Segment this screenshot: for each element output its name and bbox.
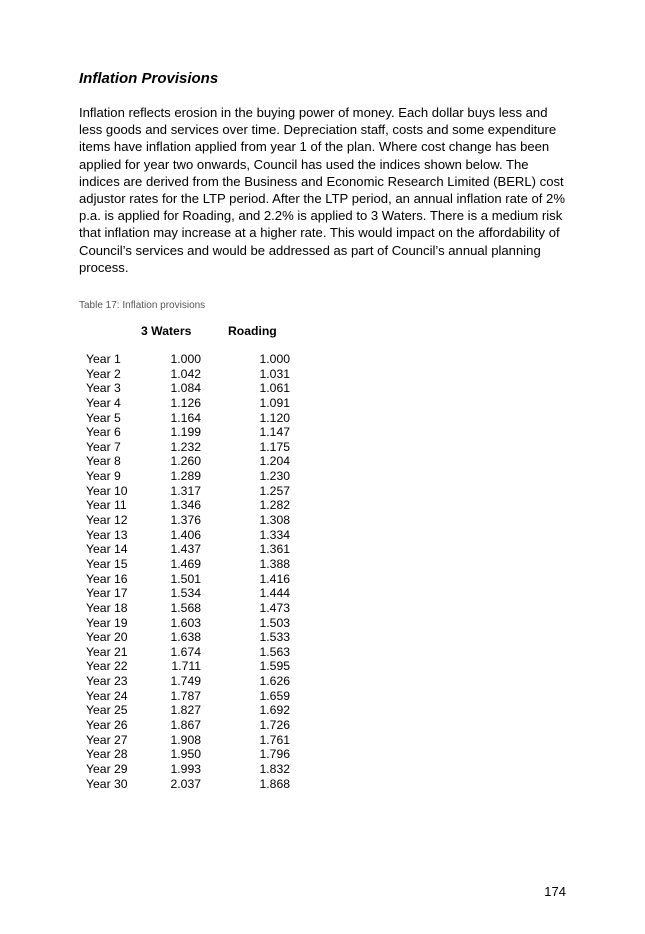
roading-cell: 1.659 — [259, 688, 290, 703]
roading-cell: 1.761 — [259, 732, 290, 747]
waters-cell: 1.787 — [170, 688, 201, 703]
waters-cell: 1.993 — [170, 761, 201, 776]
table-row — [86, 616, 296, 631]
roading-cell: 1.595 — [259, 659, 290, 674]
roading-cell: 1.726 — [259, 718, 290, 733]
table-row — [86, 469, 296, 484]
table-row — [86, 498, 296, 513]
roading-cell: 1.175 — [259, 439, 290, 454]
waters-cell: 1.603 — [170, 615, 201, 630]
year-cell: Year 2 — [86, 366, 121, 381]
table-row — [86, 513, 296, 528]
year-cell: Year 15 — [86, 556, 128, 571]
table-row — [86, 572, 296, 587]
roading-cell: 1.533 — [259, 630, 290, 645]
table-caption: Table 17: Inflation provisions — [79, 300, 206, 311]
year-cell: Year 22 — [86, 659, 128, 674]
table-row — [86, 674, 296, 689]
roading-cell: 1.257 — [259, 483, 290, 498]
year-cell: Year 7 — [86, 439, 121, 454]
table-row — [86, 411, 296, 426]
year-cell: Year 25 — [86, 703, 128, 718]
year-cell: Year 4 — [86, 395, 121, 410]
waters-cell: 1.908 — [170, 732, 201, 747]
year-cell: Year 20 — [86, 630, 128, 645]
table-row — [86, 367, 296, 382]
year-cell: Year 5 — [86, 410, 121, 425]
waters-cell: 1.827 — [170, 703, 201, 718]
waters-cell: 1.346 — [170, 498, 201, 513]
roading-cell: 1.388 — [259, 556, 290, 571]
roading-cell: 1.444 — [259, 586, 290, 601]
roading-cell: 1.503 — [259, 615, 290, 630]
roading-cell: 1.416 — [259, 571, 290, 586]
table-row — [86, 528, 296, 543]
roading-cell: 1.361 — [259, 542, 290, 557]
waters-cell: 1.084 — [170, 381, 201, 396]
roading-cell: 1.692 — [259, 703, 290, 718]
table-row — [86, 586, 296, 601]
year-cell: Year 29 — [86, 761, 128, 776]
roading-cell: 1.563 — [259, 644, 290, 659]
waters-cell: 1.501 — [170, 571, 201, 586]
waters-cell: 1.376 — [170, 513, 201, 528]
roading-cell: 1.204 — [259, 454, 290, 469]
year-cell: Year 26 — [86, 718, 128, 733]
waters-cell: 1.199 — [170, 425, 201, 440]
page-number: 174 — [544, 884, 566, 899]
year-cell: Year 19 — [86, 615, 128, 630]
year-cell: Year 13 — [86, 527, 128, 542]
waters-cell: 1.568 — [170, 600, 201, 615]
roading-cell: 1.796 — [259, 747, 290, 762]
waters-cell: 1.260 — [170, 454, 201, 469]
year-cell: Year 9 — [86, 469, 121, 484]
year-cell: Year 18 — [86, 600, 128, 615]
column-header-3-waters: 3 Waters — [141, 324, 192, 338]
year-cell: Year 30 — [86, 776, 128, 791]
roading-cell: 1.626 — [259, 674, 290, 689]
year-cell: Year 27 — [86, 732, 128, 747]
section-heading: Inflation Provisions — [79, 70, 219, 87]
table-row — [86, 542, 296, 557]
waters-cell: 2.037 — [170, 776, 201, 791]
waters-cell: 1.317 — [170, 483, 201, 498]
waters-cell: 1.749 — [170, 674, 201, 689]
table-row — [86, 630, 296, 645]
year-cell: Year 10 — [86, 483, 128, 498]
roading-cell: 1.061 — [259, 381, 290, 396]
inflation-paragraph: Inflation reflects erosion in the buying power of money. Each dollar buys less and less goods and services over time. Depreciation staff, costs and some expenditure items have inflation applied from year 1 of the plan. Where cost change has been applied for year two onwards, Council has used the indices shown below. The indices are derived from the Business and Economic Research Limited (BERL) cost adjustor rates for the LTP period. After the LTP period, an annual inflation rate of 2% p.a. is applied for Roading, and 2.2% is applied to 3 Waters. There is a medium risk that inflation may increase at a higher rate. This would impact on the affordability of Council’s services and would be addressed as part of Council’s annual planning process. — [79, 105, 565, 275]
waters-cell: 1.042 — [170, 366, 201, 381]
table-row — [86, 689, 296, 704]
table-row — [86, 703, 296, 718]
year-cell: Year 8 — [86, 454, 121, 469]
waters-cell: 1.289 — [170, 469, 201, 484]
waters-cell: 1.674 — [170, 644, 201, 659]
waters-cell: 1.126 — [170, 395, 201, 410]
waters-cell: 1.950 — [170, 747, 201, 762]
table-row — [86, 454, 296, 469]
table-row — [86, 381, 296, 396]
year-cell: Year 3 — [86, 381, 121, 396]
roading-cell: 1.031 — [259, 366, 290, 381]
inflation-table-body — [86, 352, 296, 791]
waters-cell: 1.638 — [170, 630, 201, 645]
roading-cell: 1.230 — [259, 469, 290, 484]
table-row — [86, 352, 296, 367]
roading-cell: 1.832 — [259, 761, 290, 776]
table-row — [86, 425, 296, 440]
table-row — [86, 733, 296, 748]
year-cell: Year 17 — [86, 586, 128, 601]
year-cell: Year 6 — [86, 425, 121, 440]
year-cell: Year 21 — [86, 644, 128, 659]
waters-cell: 1.711 — [171, 659, 201, 674]
table-row — [86, 659, 296, 674]
roading-cell: 1.147 — [259, 425, 290, 440]
table-row — [86, 601, 296, 616]
waters-cell: 1.437 — [170, 542, 201, 557]
waters-cell: 1.164 — [170, 410, 201, 425]
table-row — [86, 747, 296, 762]
year-cell: Year 12 — [86, 513, 128, 528]
waters-cell: 1.232 — [170, 439, 201, 454]
table-row — [86, 762, 296, 777]
table-row — [86, 645, 296, 660]
column-header-roading: Roading — [228, 324, 277, 338]
waters-cell: 1.000 — [170, 352, 201, 366]
roading-cell: 1.091 — [259, 395, 290, 410]
year-cell: Year 24 — [86, 688, 128, 703]
year-cell: Year 14 — [86, 542, 128, 557]
table-row — [86, 718, 296, 733]
year-cell: Year 23 — [86, 674, 128, 689]
waters-cell: 1.534 — [170, 586, 201, 601]
table-row — [86, 440, 296, 455]
year-cell: Year 1 — [86, 352, 121, 366]
roading-cell: 1.282 — [259, 498, 290, 513]
roading-cell: 1.473 — [259, 600, 290, 615]
roading-cell: 1.868 — [259, 776, 290, 791]
table-row — [86, 396, 296, 411]
table-row — [86, 777, 296, 792]
year-cell: Year 16 — [86, 571, 128, 586]
waters-cell: 1.469 — [170, 556, 201, 571]
roading-cell: 1.308 — [259, 513, 290, 528]
roading-cell: 1.000 — [259, 352, 290, 366]
table-row — [86, 484, 296, 499]
roading-cell: 1.120 — [259, 410, 290, 425]
year-cell: Year 11 — [86, 498, 127, 513]
year-cell: Year 28 — [86, 747, 128, 762]
table-row — [86, 557, 296, 572]
roading-cell: 1.334 — [259, 527, 290, 542]
waters-cell: 1.406 — [170, 527, 201, 542]
waters-cell: 1.867 — [170, 718, 201, 733]
